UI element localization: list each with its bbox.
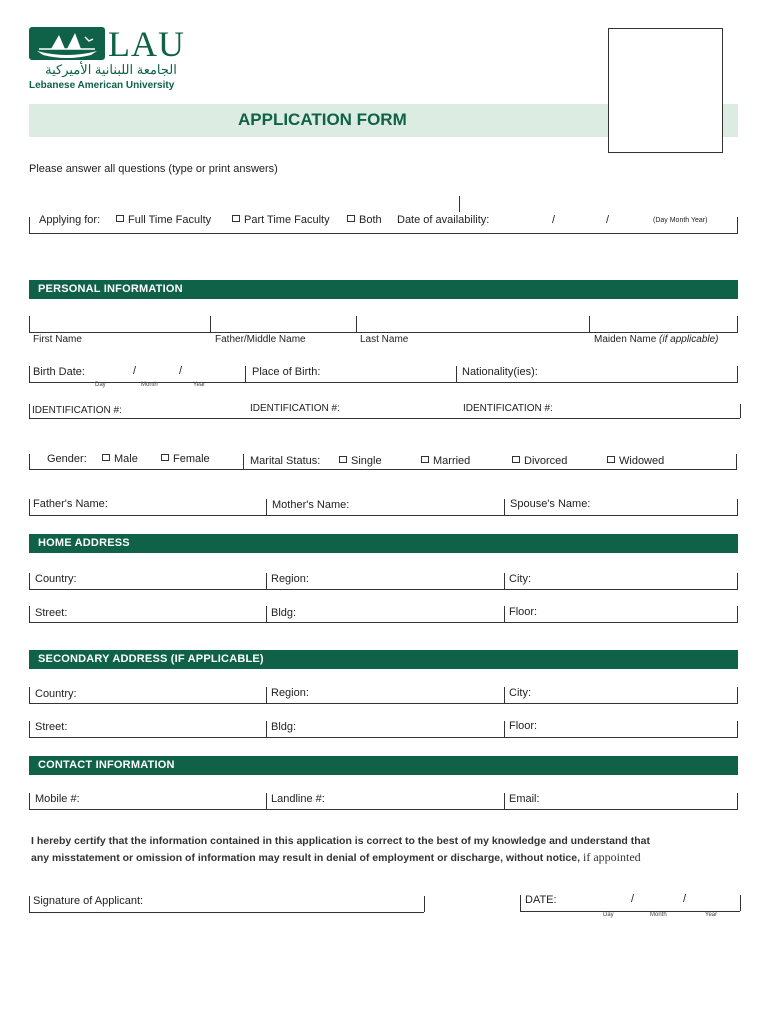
nationality-input[interactable]: [550, 367, 736, 383]
mobile-label: Mobile #:: [35, 793, 80, 805]
section-header-secondary-address: SECONDARY ADDRESS (IF APPLICABLE): [29, 650, 738, 669]
checkbox-icon: [421, 456, 429, 463]
home-street-label: Street:: [35, 607, 68, 619]
secondary-country-input[interactable]: [85, 688, 265, 704]
father-name-label: Father's Name:: [33, 498, 108, 510]
email-input[interactable]: [546, 794, 736, 810]
mother-name-input[interactable]: [360, 499, 503, 515]
birth-year-hint: Year: [193, 382, 206, 388]
logo-university-name: Lebanese American University: [29, 80, 175, 91]
place-of-birth-label: Place of Birth:: [252, 366, 321, 378]
first-name-input[interactable]: [33, 317, 209, 333]
secondary-floor-input[interactable]: [544, 721, 736, 737]
date-slash: /: [552, 214, 556, 226]
both-checkbox[interactable]: Both: [347, 214, 382, 226]
form-title: APPLICATION FORM: [238, 110, 407, 129]
lau-logo: [29, 24, 199, 93]
birth-month-hint: Month: [141, 382, 158, 388]
single-checkbox[interactable]: Single: [339, 455, 382, 467]
applying-for-label: Applying for:: [39, 214, 101, 226]
maiden-name-label: Maiden Name (if applicable): [594, 334, 719, 345]
middle-name-label: Father/Middle Name: [215, 334, 306, 345]
identification-label-1: IDENTIFICATION #:: [32, 405, 122, 416]
section-header-home-address: HOME ADDRESS: [29, 534, 738, 553]
checkbox-icon: [339, 456, 347, 463]
married-checkbox[interactable]: Married: [421, 455, 470, 467]
maiden-name-input[interactable]: [593, 317, 737, 333]
secondary-city-input[interactable]: [536, 688, 736, 704]
secondary-bldg-input[interactable]: [303, 721, 503, 737]
signature-month-hint: Month: [650, 912, 667, 918]
checkbox-icon: [512, 456, 520, 463]
date-format-hint: (Day Month Year): [653, 217, 708, 224]
logo-text: LAU: [108, 24, 185, 64]
identification-input-2[interactable]: [343, 402, 457, 418]
home-region-label: Region:: [271, 573, 309, 585]
date-slash: /: [606, 214, 610, 226]
marital-status-label: Marital Status:: [250, 455, 321, 467]
ship-logo-icon: [29, 27, 105, 60]
secondary-street-input[interactable]: [78, 721, 265, 737]
home-bldg-label: Bldg:: [271, 607, 297, 619]
home-city-label: City:: [509, 573, 531, 585]
section-header-personal: PERSONAL INFORMATION: [29, 280, 738, 299]
landline-input[interactable]: [335, 794, 503, 810]
identification-input-1[interactable]: [125, 404, 244, 420]
certification-line-1: I hereby certify that the information contained in this application is correct to the best of my knowledge and understand that: [31, 835, 650, 847]
checkbox-icon: [347, 215, 355, 222]
spouse-name-input[interactable]: [600, 499, 736, 515]
home-city-input[interactable]: [536, 574, 736, 590]
checkbox-icon: [102, 454, 110, 461]
birth-date-slash: /: [133, 365, 137, 377]
home-street-input[interactable]: [78, 607, 265, 623]
checkbox-icon: [232, 215, 240, 222]
male-checkbox[interactable]: Male: [102, 453, 138, 465]
home-country-label: Country:: [35, 573, 77, 585]
logo-arabic-name: الجامعة اللبنانية الأميركية: [45, 62, 177, 77]
secondary-region-label: Region:: [271, 687, 309, 699]
mobile-input[interactable]: [90, 794, 265, 810]
secondary-city-label: City:: [509, 687, 531, 699]
birth-date-label: Birth Date:: [33, 366, 85, 378]
section-header-contact: CONTACT INFORMATION: [29, 756, 738, 775]
widowed-checkbox[interactable]: Widowed: [607, 455, 664, 467]
checkbox-icon: [607, 456, 615, 463]
certification-line-2: any misstatement or omission of information may result in denial of employment or discharge, without notice, if appointed: [31, 850, 641, 864]
signature-date-label: DATE:: [525, 894, 557, 906]
home-floor-input[interactable]: [544, 607, 736, 623]
home-region-input[interactable]: [315, 574, 503, 590]
identification-label-3: IDENTIFICATION #:: [463, 403, 553, 414]
secondary-street-label: Street:: [35, 721, 68, 733]
email-label: Email:: [509, 793, 540, 805]
date-of-availability-input[interactable]: [505, 214, 639, 230]
nationality-label: Nationality(ies):: [462, 366, 538, 378]
full-time-checkbox[interactable]: Full Time Faculty: [116, 214, 211, 226]
secondary-bldg-label: Bldg:: [271, 721, 297, 733]
home-bldg-input[interactable]: [303, 607, 503, 623]
home-country-input[interactable]: [85, 574, 265, 590]
signature-day-hint: Day: [603, 912, 614, 918]
identification-input-3[interactable]: [556, 402, 738, 418]
checkbox-icon: [116, 215, 124, 222]
landline-label: Landline #:: [271, 793, 325, 805]
gender-label: Gender:: [47, 453, 87, 465]
mother-name-label: Mother's Name:: [272, 499, 350, 511]
date-of-availability-label: Date of availability:: [397, 214, 490, 226]
first-name-label: First Name: [33, 334, 82, 345]
instruction-text: Please answer all questions (type or print answers): [29, 163, 278, 175]
last-name-input[interactable]: [360, 317, 589, 333]
divorced-checkbox[interactable]: Divorced: [512, 455, 567, 467]
signature-date-slash: /: [683, 893, 687, 905]
photo-box[interactable]: [608, 28, 723, 153]
birth-date-input[interactable]: [92, 367, 244, 383]
secondary-country-label: Country:: [35, 688, 77, 700]
spouse-name-label: Spouse's Name:: [510, 498, 591, 510]
birth-date-slash: /: [179, 365, 183, 377]
signature-label: Signature of Applicant:: [33, 895, 144, 907]
part-time-checkbox[interactable]: Part Time Faculty: [232, 214, 330, 226]
last-name-label: Last Name: [360, 334, 409, 345]
identification-label-2: IDENTIFICATION #:: [250, 403, 340, 414]
signature-year-hint: Year: [705, 912, 718, 918]
signature-date-slash: /: [631, 893, 635, 905]
father-name-input[interactable]: [118, 499, 265, 515]
home-floor-label: Floor:: [509, 606, 538, 618]
secondary-region-input[interactable]: [315, 688, 503, 704]
checkbox-icon: [161, 454, 169, 461]
birth-day-hint: Day: [95, 382, 106, 388]
female-checkbox[interactable]: Female: [161, 453, 210, 465]
middle-name-input[interactable]: [214, 317, 356, 333]
signature-date-input[interactable]: [565, 895, 739, 911]
signature-input[interactable]: [160, 896, 424, 912]
place-of-birth-input[interactable]: [330, 367, 454, 383]
secondary-floor-label: Floor:: [509, 720, 538, 732]
